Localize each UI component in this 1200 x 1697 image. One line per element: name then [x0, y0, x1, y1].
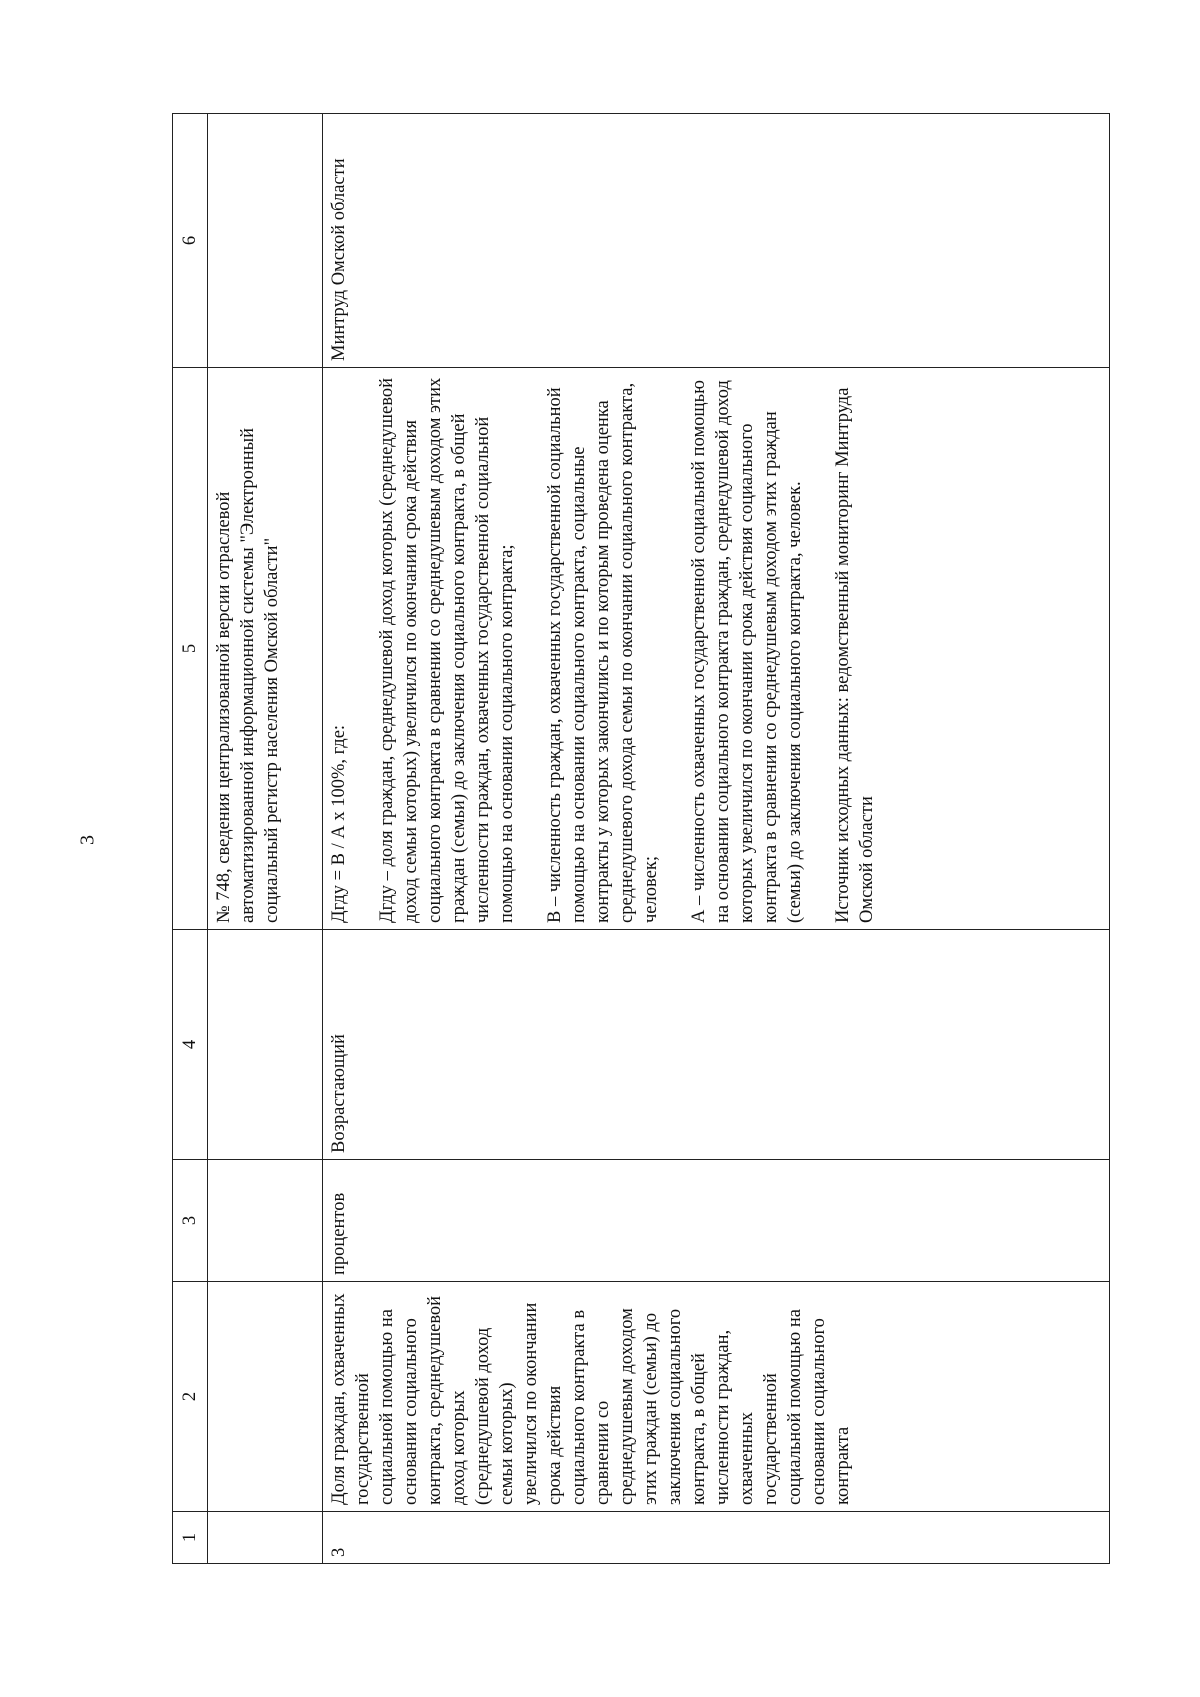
rotated-table-container — [172, 114, 1110, 1564]
data-source-note: Источник исходных данных: ведомственный мониторинг Минтруда Омской области — [833, 387, 877, 923]
formula-def-b: В – численность граждан, охваченных государственной социальной помощью на основании социального контракта, социальные контракты у которых закончились и по которым проведена оценка среднедушевого дохода семьи по окончании социального контракта, человек; — [545, 382, 661, 923]
header-col-1: 1 — [173, 1512, 208, 1564]
header-col-4: 4 — [173, 930, 208, 1160]
table-continuation-row — [208, 114, 323, 1564]
cont-cell-6 — [208, 114, 323, 368]
header-col-2: 2 — [173, 1282, 208, 1512]
table-header-row — [173, 114, 208, 1564]
cont-cell-data-source: № 748, сведения централизованной версии отраслевой автоматизированной информационной системы "Электронный социальный регистр населения Омской области" — [208, 368, 323, 930]
header-col-3: 3 — [173, 1160, 208, 1282]
table-row — [323, 114, 1110, 1564]
indicator-table — [172, 113, 1110, 1564]
header-col-5: 5 — [173, 368, 208, 930]
page-number: 3 — [76, 835, 99, 845]
formula-def-dgdu: Дгду – доля граждан, среднедушевой доход которых (среднедушевой доход семьи которых) увеличился по окончании срока действия социального контракта в сравнении со среднедушевым доходом этих граждан (семьи) до заключения социального контракта, в общей численности граждан, охваченных государственной социальной помощью на основании социального контракта; — [377, 377, 517, 923]
header-col-6: 6 — [173, 114, 208, 368]
cont-cell-2 — [208, 1282, 323, 1512]
indicator-name: Доля граждан, охваченных государственной социальной помощью на основании социального контракта, среднедушевой доход которых (среднедушевой доход семьи которых) увеличился по окончании срока действия социального контракта в сравнении со среднедушевым доходом этих граждан (семьи) до заключения социального контракта, в общей численности граждан, охваченных государственной социальной помощью на основании социального контракта — [323, 1282, 1110, 1512]
cont-cell-3 — [208, 1160, 323, 1282]
unit-of-measure: процентов — [323, 1160, 1110, 1282]
formula: Дгду = В / А х 100%, где: — [329, 724, 349, 923]
row-number: 3 — [323, 1512, 1110, 1564]
trend-direction: Возрастающий — [323, 930, 1110, 1160]
cont-cell-1 — [208, 1512, 323, 1564]
formula-def-a: А – численность охваченных государственной социальной помощью на основании социального контракта граждан, среднедушевой доход которых увеличился по окончании срока действия социального контракта в сравнении со среднедушевым доходом этих граждан (семьи) до заключения социального контракта, человек. — [689, 380, 805, 923]
responsible-body: Минтруд Омской области — [323, 114, 1110, 368]
calculation-method — [323, 368, 1110, 930]
cont-cell-4 — [208, 930, 323, 1160]
